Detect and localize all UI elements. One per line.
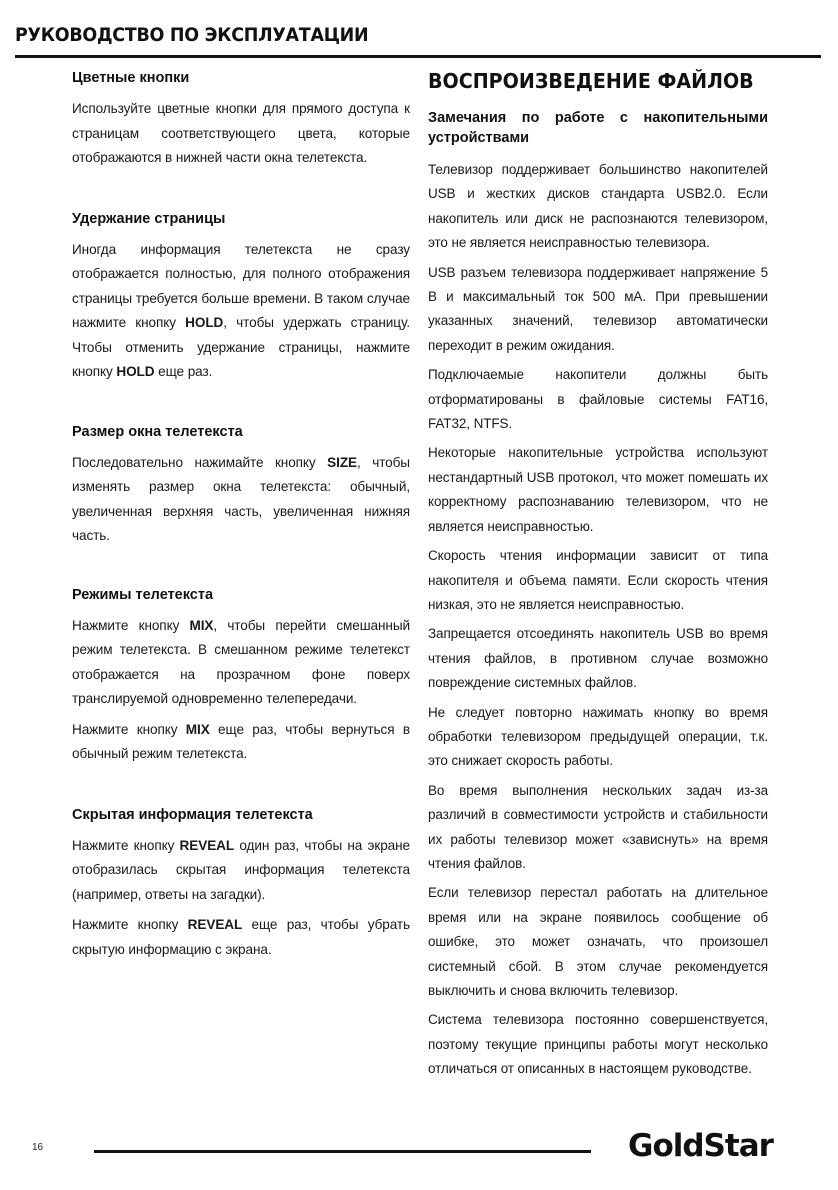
right-column — [428, 68, 768, 1087]
paragraph — [72, 451, 410, 549]
paragraph — [72, 913, 410, 962]
paragraph — [72, 614, 410, 712]
section-heading: Режимы телетекста — [72, 586, 214, 603]
paragraph — [72, 718, 410, 767]
left-column — [72, 68, 410, 998]
key-name: MIX — [189, 617, 214, 633]
section-window-size — [72, 422, 410, 549]
footer-divider — [94, 1150, 591, 1153]
text-run: Иногда информация телетекста не сразу отображается полностью, для полного отображения страницы требуется больше времени. В таком случае нажмите кнопку — [72, 241, 410, 330]
paragraph: Телевизор поддерживает большинство накопителей USB и жестких дисков стандарта USB2.0. Если накопитель или диск не распознаются телевизором, это не является неисправностью телевизора. — [428, 162, 768, 251]
text-run: еще раз. — [154, 364, 213, 379]
text-run: , чтобы изменять размер окна телетекста: обычный, увеличенная верхняя часть, увеличенная нижняя часть. — [72, 454, 410, 543]
text-run: еще раз, чтобы убрать скрытую информацию с экрана. — [72, 917, 410, 957]
section-heading: Цветные кнопки — [72, 70, 190, 86]
key-name: HOLD — [185, 315, 224, 330]
text-run: Нажмите кнопку — [72, 837, 180, 853]
page-header-title: РУКОВОДСТВО ПО ЭКСПЛУАТАЦИИ — [15, 24, 369, 46]
paragraph: Используйте цветные кнопки для прямого доступа к страницам соответствующего цвета, которые отображаются в нижней части окна телетекста. — [72, 101, 410, 165]
key-name: REVEAL — [179, 837, 235, 853]
key-name: REVEAL — [187, 917, 243, 932]
key-name: MIX — [185, 721, 210, 737]
section-teletext-modes — [72, 585, 410, 767]
text-run: Последовательно нажимайте кнопку — [72, 454, 328, 470]
text-run: Нажмите кнопку — [72, 917, 188, 932]
paragraph: Во время выполнения нескольких задач из-за различий в совместимости устройств и стабильности их работы телевизор может «зависнуть» на время чтения файлов. — [428, 782, 768, 871]
text-run: один раз, чтобы на экране отобразилась скрытая информация телетекста (например, ответы на загадки). — [72, 837, 410, 902]
section-heading: Замечания по работе с накопительными устройствами — [428, 110, 768, 146]
paragraph: Если телевизор перестал работать на длительное время или на экране появилось сообщение об ошибке, это может означать, что произошел системный сбой. В этом случае рекомендуется выключить и снова включить телевизор. — [428, 885, 768, 998]
section-heading: Удержание страницы — [72, 210, 226, 227]
text-run: , чтобы удержать страницу. Чтобы отменить удержание страницы, нажмите кнопку — [72, 315, 410, 379]
paragraph: Система телевизора постоянно совершенствуется, поэтому текущие принципы работы могут несколько отличаться от описанных в настоящем руководстве. — [428, 1012, 768, 1077]
paragraph — [72, 834, 410, 908]
key-name: SIZE — [327, 454, 357, 470]
paragraph: Не следует повторно нажимать кнопку во время обработки телевизором предыдущей операции, т.к. это снижает скорость работы. — [428, 704, 768, 769]
section-color-buttons — [72, 68, 410, 171]
section-heading: Скрытая информация телетекста — [72, 806, 313, 823]
paragraph: USB разъем телевизора поддерживает напряжение 5 В и максимальный ток 500 мА. При превышении указанных значений, телевизор автоматически переходит в режим ожидания. — [428, 264, 768, 353]
paragraph: Некоторые накопительные устройства используют нестандартный USB протокол, что может помешать их корректному распознаванию телевизором, что не является неисправностью. — [428, 445, 768, 534]
text-run: Нажмите кнопку — [72, 721, 186, 737]
section-heading: Размер окна телетекста — [72, 423, 243, 440]
key-name: HOLD — [116, 364, 155, 379]
section-page-hold — [72, 209, 410, 385]
section-hidden-info — [72, 805, 410, 963]
text-run: , чтобы перейти смешанный режим телетекста. В смешанном режиме телетекст отображается на прозрачном фоне поверх транслируемой одновременно телепередачи. — [72, 617, 410, 706]
paragraph: Запрещается отсоединять накопитель USB во время чтения файлов, в противном случае возможно повреждение системных файлов. — [428, 626, 768, 691]
header-divider — [15, 55, 821, 58]
page-number: 16 — [32, 1142, 44, 1153]
paragraph — [72, 238, 410, 385]
brand-logo: GoldStar — [628, 1128, 773, 1164]
chapter-heading: ВОСПРОИЗВЕДЕНИЕ ФАЙЛОВ — [428, 69, 754, 93]
text-run: еще раз, чтобы вернуться в обычный режим телетекста. — [72, 721, 410, 761]
text-run: Нажмите кнопку — [72, 617, 190, 633]
paragraph: Подключаемые накопители должны быть отформатированы в файловые системы FAT16, FAT32, NTFS. — [428, 367, 768, 432]
paragraph: Скорость чтения информации зависит от типа накопителя и объема памяти. Если скорость чтения низкая, это не является неисправностью. — [428, 548, 768, 612]
